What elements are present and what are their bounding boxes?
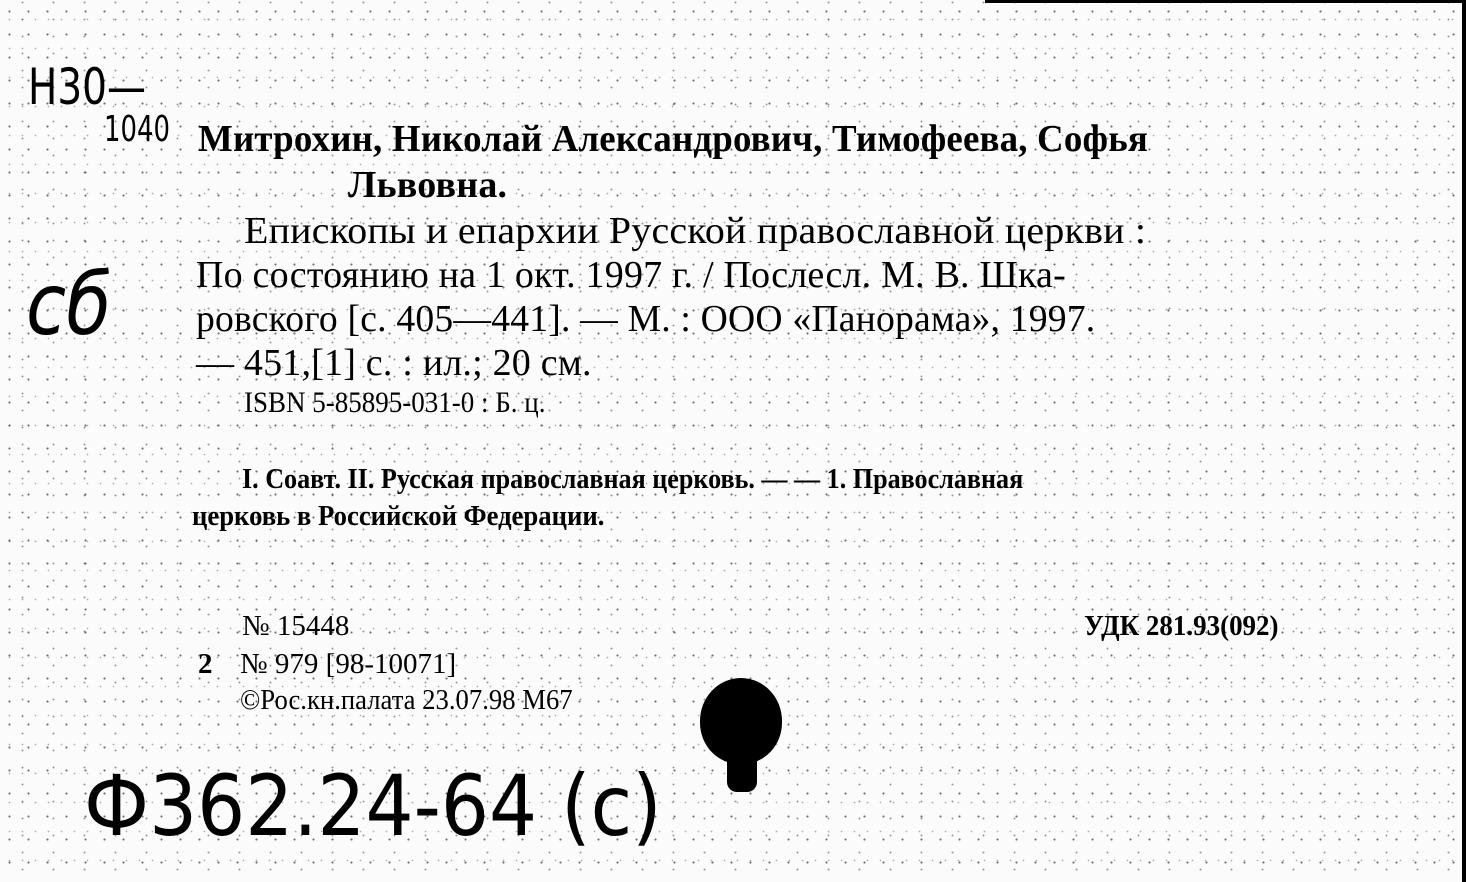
author-heading-line2: Львовна. — [348, 164, 508, 206]
tracings-line2: церковь в Российской Федерации. — [192, 500, 605, 532]
handwritten-shelfmark-bottom: 1040 — [104, 109, 170, 150]
handwritten-shelfmark-top: Н30— — [28, 58, 146, 116]
handwritten-location-mark: сб — [26, 255, 112, 355]
publisher-line: ©Рос.кн.палата 23.07.98 М67 — [240, 684, 573, 716]
author-heading-line1: Митрохин, Николай Александрович, Тимофеева, Софья — [198, 118, 1149, 160]
tracings-line1: I. Соавт. II. Русская православная церковь. — — 1. Православная — [242, 463, 1024, 495]
accession-number: № 15448 — [242, 610, 350, 642]
card-top-edge — [985, 0, 1466, 3]
handwritten-call-number: Ф362.24-64 (с) — [84, 757, 662, 855]
ink-blot-stem — [727, 750, 757, 792]
title-line4: — 451,[1] с. : ил.; 20 см. — [196, 342, 592, 384]
udk-code: УДК 281.93(092) — [1084, 610, 1279, 642]
title-line3: ровского [с. 405—441]. — М. : ООО «Панорама», 1997. — [196, 298, 1096, 340]
record-number: № 979 [98-10071] — [240, 648, 457, 680]
card-right-edge — [1462, 0, 1466, 882]
isbn-line: ISBN 5-85895-031-0 : Б. ц. — [244, 386, 546, 419]
title-line1: Епископы и епархии Русской православной церкви : — [244, 210, 1147, 252]
title-line2: По состоянию на 1 окт. 1997 г. / Послесл. М. В. Шка- — [196, 254, 1066, 296]
copies-count: 2 — [198, 648, 213, 680]
